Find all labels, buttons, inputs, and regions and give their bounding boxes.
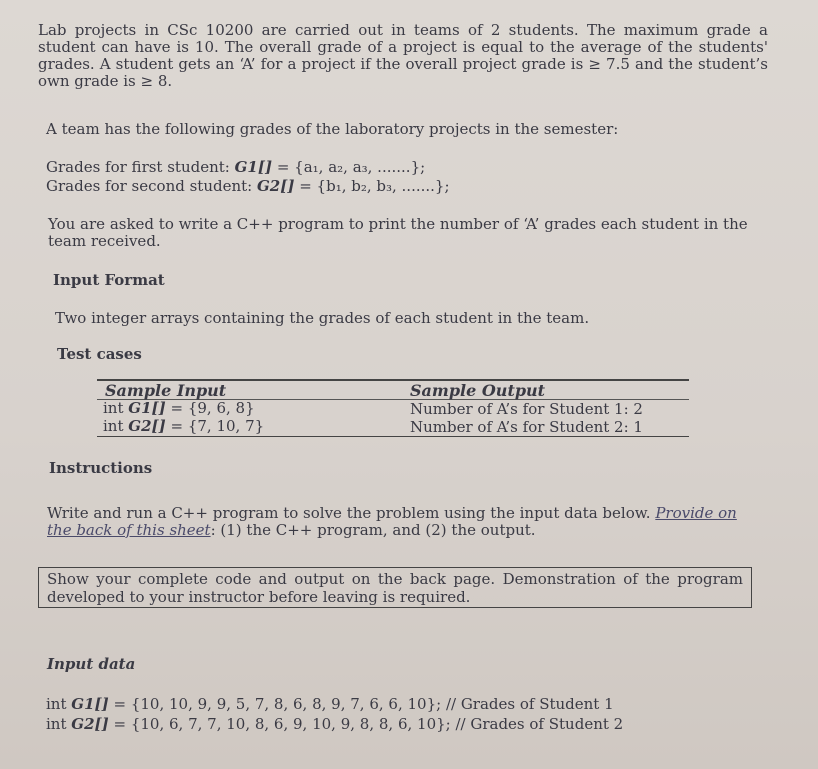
instructions-before: Write and run a C++ program to solve the problem using the input data below. — [47, 504, 656, 522]
task-paragraph: You are asked to write a C++ program to print the number of ‘A’ grades each student in the team received. — [48, 215, 748, 250]
col-sample-input: Sample Input — [105, 381, 227, 400]
line-2-var: G2[] — [71, 715, 109, 733]
team-intro: A team has the following grades of the laboratory projects in the semester: — [46, 120, 619, 138]
line-1-prefix: int — [46, 695, 72, 713]
input-format-heading: Input Format — [53, 271, 165, 289]
row-1-prefix: int — [103, 399, 129, 417]
table-row-2-input — [103, 417, 264, 435]
grades-second-var: G2[] — [256, 177, 295, 195]
test-cases-heading: Test cases — [57, 345, 142, 363]
instructions-text — [47, 505, 752, 539]
line-2-prefix: int — [46, 715, 72, 733]
grades-second-label: Grades for second student: — [46, 177, 257, 195]
table-row-2-output: Number of A’s for Student 2: 1 — [410, 418, 643, 436]
row-2-prefix: int — [103, 417, 129, 435]
instructions-after: : (1) the C++ program, and (2) the output. — [210, 521, 536, 539]
grades-second — [46, 178, 450, 195]
row-2-value: = {7, 10, 7} — [165, 417, 265, 435]
instructions-heading: Instructions — [49, 459, 153, 477]
table-row-1-output: Number of A’s for Student 1: 2 — [410, 400, 643, 418]
input-data-line-2 — [46, 716, 623, 733]
col-sample-output: Sample Output — [410, 381, 546, 400]
notice-box: Show your complete code and output on the back page. Demonstration of the program developed to your instructor before leaving is required. — [38, 567, 752, 608]
table-row-1-input — [103, 399, 255, 417]
grades-first — [46, 159, 425, 176]
table-bottom-rule — [97, 436, 689, 437]
grades-first-value: = {a₁, a₂, a₃, .......}; — [272, 158, 426, 176]
line-1-value: = {10, 10, 9, 9, 5, 7, 8, 6, 8, 9, 7, 6, 6, 10}; // Grades of Student 1 — [108, 695, 614, 713]
provide-back-link: Provide on the back of this sheet — [47, 504, 737, 539]
input-data-heading: Input data — [47, 655, 136, 673]
input-format-text: Two integer arrays containing the grades of each student in the team. — [55, 309, 590, 327]
line-2-value: = {10, 6, 7, 7, 10, 8, 6, 9, 10, 9, 8, 8, 6, 10}; // Grades of Student 2 — [108, 715, 624, 733]
row-1-var: G1[] — [128, 399, 166, 417]
row-2-var: G2[] — [128, 417, 166, 435]
input-data-line-1 — [46, 696, 614, 713]
grades-first-var: G1[] — [234, 158, 273, 176]
row-1-value: = {9, 6, 8} — [165, 399, 255, 417]
intro-paragraph: Lab projects in CSc 10200 are carried out in teams of 2 students. The maximum grade a student can have is 10. The overall grade of a project is equal to the average of the students' grades. A student gets an ‘A’ for a project if the overall project grade is ≥ 7.5 and the student’s own grade is ≥ 8. — [38, 21, 768, 90]
grades-first-label: Grades for first student: — [46, 158, 235, 176]
line-1-var: G1[] — [71, 695, 109, 713]
grades-second-value: = {b₁, b₂, b₃, .......}; — [294, 177, 450, 195]
